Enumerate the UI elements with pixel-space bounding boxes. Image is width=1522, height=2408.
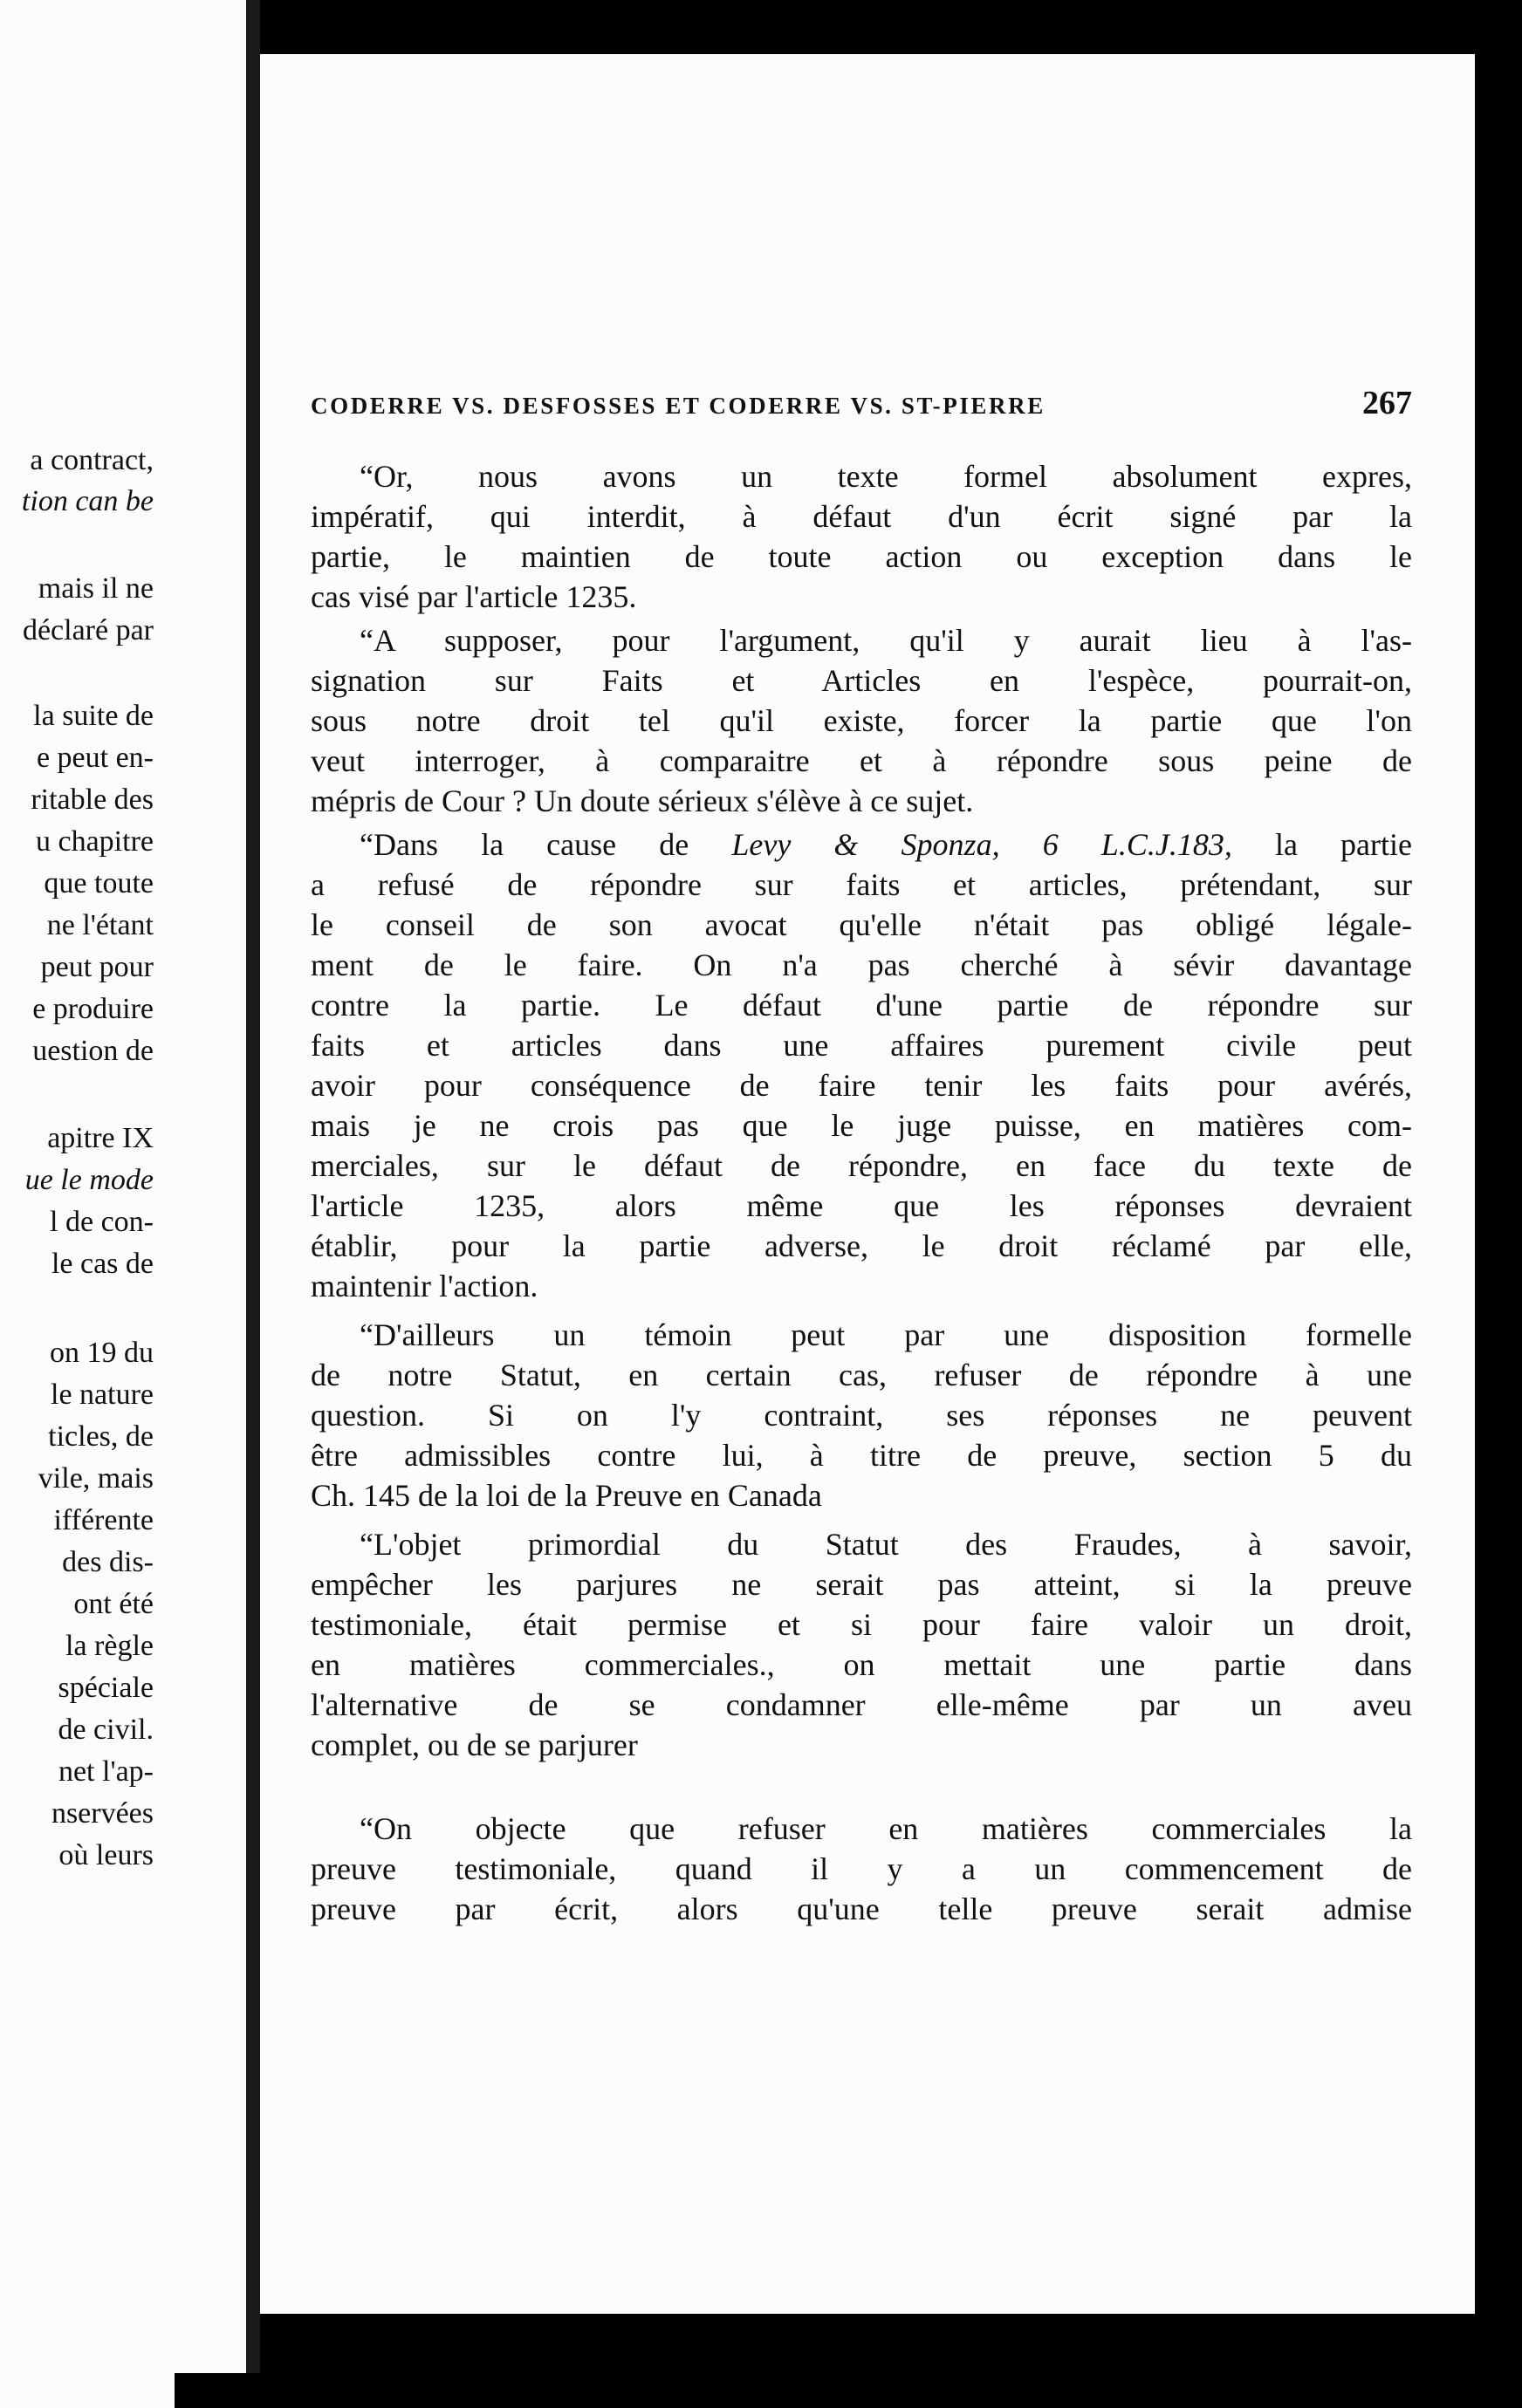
facing-line: des dis- <box>62 1546 154 1578</box>
text-line: être admissibles contre lui, à titre de preuve, section 5 du <box>311 1438 1412 1473</box>
facing-line: apitre IX <box>47 1122 154 1154</box>
text-line: testimoniale, était permise et si pour faire valoir un droit, <box>311 1607 1412 1642</box>
text-line: de notre Statut, en certain cas, refuser de répondre à une <box>311 1358 1412 1392</box>
text-line: “L'objet primordial du Statut des Fraudes, à savoir, <box>360 1527 1412 1562</box>
text-line: mépris de Cour ? Un doute sérieux s'élève à ce sujet. <box>311 783 974 818</box>
facing-line: uestion de <box>32 1035 154 1067</box>
book-gutter <box>246 0 260 2408</box>
facing-line: ne l'étant <box>46 909 154 941</box>
facing-line: le nature <box>51 1378 154 1411</box>
facing-line: spéciale <box>58 1672 154 1704</box>
text-line: empêcher les parjures ne serait pas atteint, si la preuve <box>311 1567 1412 1602</box>
text-line: veut interroger, à comparaitre et à répondre sous peine de <box>311 743 1412 778</box>
text-line: “On objecte que refuser en matières commerciales la <box>360 1811 1412 1846</box>
facing-line: peut pour <box>40 951 154 983</box>
text-line: “D'ailleurs un témoin peut par une disposition formelle <box>360 1317 1412 1352</box>
facing-line: ticles, de <box>48 1420 154 1453</box>
text-line: “Or, nous avons un texte formel absolument expres, <box>360 459 1412 494</box>
text-line: merciales, sur le défaut de répondre, en face du texte de <box>311 1148 1412 1183</box>
facing-line: le cas de <box>51 1248 154 1280</box>
text-line: contre la partie. Le défaut d'une partie de répondre sur <box>311 988 1412 1023</box>
text-run: la partie <box>1231 827 1412 862</box>
text-line: sous notre droit tel qu'il existe, forcer la partie que l'on <box>311 703 1412 738</box>
facing-line: u chapitre <box>36 825 154 858</box>
text-run: “Dans la cause de <box>360 827 732 862</box>
case-citation: Levy & Sponza, 6 L.C.J.183, <box>731 827 1232 862</box>
text-line: impératif, qui interdit, à défaut d'un écrit signé par la <box>311 499 1412 534</box>
facing-page <box>0 0 246 2408</box>
facing-line: la suite de <box>33 700 154 732</box>
facing-line: de civil. <box>58 1714 154 1746</box>
text-line: question. Si on l'y contraint, ses réponses ne peuvent <box>311 1398 1412 1433</box>
text-line: Ch. 145 de la loi de la Preuve en Canada <box>311 1478 822 1513</box>
running-head: CODERRE VS. DESFOSSES ET CODERRE VS. ST-PIERRE <box>311 393 1046 419</box>
text-line: preuve par écrit, alors qu'une telle preuve serait admise <box>311 1892 1412 1926</box>
text-line: “A supposer, pour l'argument, qu'il y aurait lieu à l'as- <box>360 623 1412 658</box>
facing-line: tion can be <box>21 485 154 517</box>
text-line: complet, ou de se parjurer <box>311 1727 638 1762</box>
facing-line: où leurs <box>58 1839 154 1871</box>
text-line: en matières commerciales., on mettait une partie dans <box>311 1647 1412 1682</box>
facing-line: mais il ne <box>38 572 154 605</box>
facing-line: e peut en- <box>36 742 154 774</box>
facing-line: a contract, <box>30 444 154 476</box>
scan-edge <box>175 2373 1522 2408</box>
text-line: l'alternative de se condamner elle-même par un aveu <box>311 1687 1412 1722</box>
facing-line: nservées <box>51 1797 154 1830</box>
page <box>260 54 1475 2314</box>
facing-line: on 19 du <box>50 1337 154 1369</box>
text-line: le conseil de son avocat qu'elle n'était pas obligé légale- <box>311 907 1412 942</box>
facing-line: ritable des <box>31 783 154 816</box>
text-line: a refusé de répondre sur faits et articles, prétendant, sur <box>311 867 1412 902</box>
facing-line: vile, mais <box>38 1462 154 1495</box>
facing-line: ue le mode <box>24 1164 154 1196</box>
page-number: 267 <box>1362 385 1412 421</box>
facing-line: la règle <box>65 1630 154 1662</box>
facing-line: ifférente <box>53 1504 154 1536</box>
text-line: preuve testimoniale, quand il y a un commencement de <box>311 1851 1412 1886</box>
page-header <box>311 384 1412 422</box>
text-line: signation sur Faits et Articles en l'espèce, pourrait-on, <box>311 663 1412 698</box>
facing-line: l de con- <box>50 1206 154 1238</box>
text-line: cas visé par l'article 1235. <box>311 579 637 614</box>
text-line: l'article 1235, alors même que les réponses devraient <box>311 1188 1412 1223</box>
text-line: mais je ne crois pas que le juge puisse, en matières com- <box>311 1108 1412 1143</box>
text-line: ment de le faire. On n'a pas cherché à sévir davantage <box>311 947 1412 982</box>
text-line: avoir pour conséquence de faire tenir les faits pour avérés, <box>311 1068 1412 1103</box>
facing-line: ont été <box>73 1588 154 1620</box>
text-line: faits et articles dans une affaires purement civile peut <box>311 1028 1412 1063</box>
facing-line: déclaré par <box>22 614 154 646</box>
text-line: partie, le maintien de toute action ou exception dans le <box>311 539 1412 574</box>
facing-line: net l'ap- <box>58 1755 154 1788</box>
facing-line: que toute <box>44 867 154 900</box>
text-line <box>311 825 1412 864</box>
text-line: maintenir l'action. <box>311 1269 538 1303</box>
text-line: établir, pour la partie adverse, le droit réclamé par elle, <box>311 1228 1412 1263</box>
facing-line: e produire <box>32 993 154 1025</box>
